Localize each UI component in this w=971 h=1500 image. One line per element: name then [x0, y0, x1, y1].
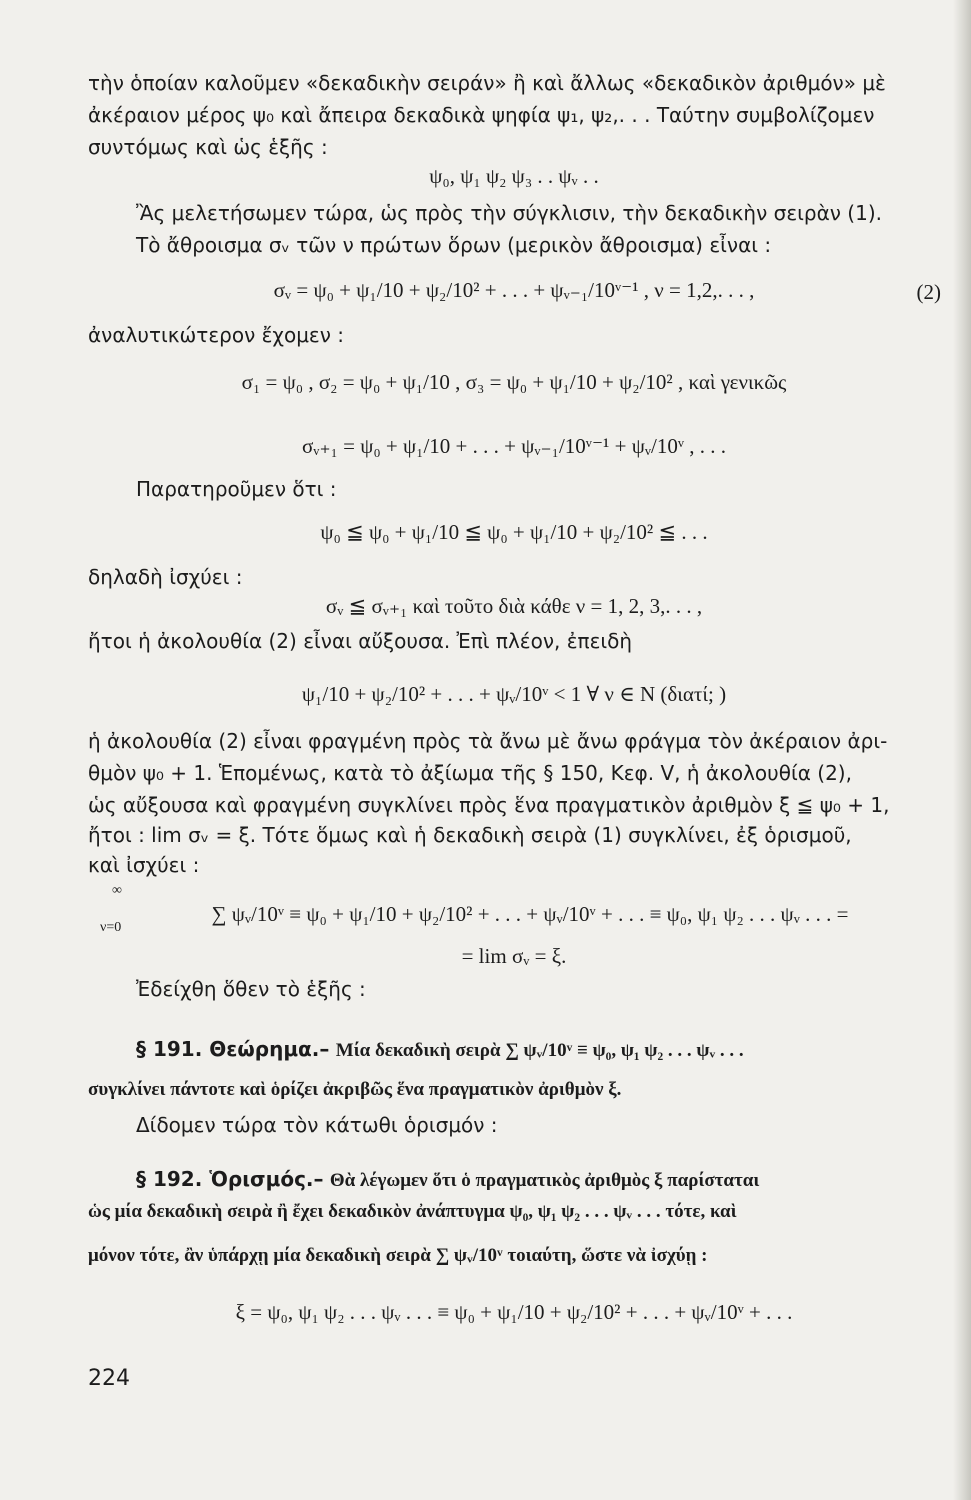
equation: ξ = ψ₀, ψ₁ ψ₂ . . . ψᵥ . . . ≡ ψ₀ + ψ₁/10 + ψ₂/10² + . . . + ψᵥ/10ᵛ + . . .	[235, 1300, 793, 1324]
equation: σᵥ₊₁ = ψ₀ + ψ₁/10 + . . . + ψᵥ₋₁/10ᵛ⁻¹ + ψᵥ/10ᵛ , . . .	[301, 434, 727, 458]
definition-text: Θὰ λέγωμεν ὅτι ὁ πραγματικὸς ἀριθμὸς ξ παρίσταται	[329, 1170, 760, 1191]
text-line: ὡς αὔξουσα καὶ φραγμένη συγκλίνει πρὸς ἕνα πραγματικὸν ἀριθμὸν ξ ≦ ψ₀ + 1,	[88, 793, 890, 817]
equation: ψ₀, ψ₁ ψ₂ ψ₃ . . ψᵥ . .	[429, 164, 599, 188]
text-line: ἤτοι : lim σᵥ = ξ. Τότε ὅμως καὶ ἡ δεκαδικὴ σειρὰ (1) συγκλίνει, ἐξ ὁρισμοῦ,	[88, 823, 852, 847]
page-number: 224	[88, 1366, 130, 1391]
equation: σ₁ = ψ₀ , σ₂ = ψ₀ + ψ₁/10 , σ₃ = ψ₀ + ψ₁/10 + ψ₂/10² , καὶ γενικῶς	[241, 370, 787, 394]
section-191	[136, 1034, 971, 1066]
definition-text: ὡς μία δεκαδικὴ σειρὰ ἢ ἔχει δεκαδικὸν ἀνάπτυγμα ψ₀, ψ₁ ψ₂ . . . ψᵥ . . . τότε, καὶ	[88, 1201, 737, 1222]
text-line: Ἐδείχθη ὅθεν τὸ ἑξῆς :	[136, 977, 366, 1001]
text-line: καὶ ἰσχύει :	[88, 853, 200, 877]
equation: ∑ ψᵥ/10ᵛ ≡ ψ₀ + ψ₁/10 + ψ₂/10² + . . . + ψᵥ/10ᵛ + . . . ≡ ψ₀, ψ₁ ψ₂ . . . ψᵥ . . . =	[211, 902, 849, 926]
equation: ψ₀ ≦ ψ₀ + ψ₁/10 ≦ ψ₀ + ψ₁/10 + ψ₂/10² ≦ . . .	[320, 520, 708, 544]
text-line: ἡ ἀκολουθία (2) εἶναι φραγμένη πρὸς τὰ ἄνω μὲ ἄνω φράγμα τὸν ἀκέραιον ἀρι-	[88, 729, 888, 753]
page-edge	[953, 0, 971, 1500]
text-line: ἤτοι ἡ ἀκολουθία (2) εἶναι αὔξουσα. Ἐπὶ πλέον, ἐπειδὴ	[88, 629, 633, 653]
text-line: ἀναλυτικώτερον ἔχομεν :	[88, 323, 345, 347]
text-line: Τὸ ἄθροισμα σᵥ τῶν ν πρώτων ὅρων (μερικὸν ἄθροισμα) εἶναι :	[136, 233, 772, 257]
text-line: τὴν ὁποίαν καλοῦμεν «δεκαδικὴν σειράν» ἢ καὶ ἄλλως «δεκαδικὸν ἀριθμόν» μὲ	[88, 71, 886, 95]
text-line: Παρατηροῦμεν ὅτι :	[136, 477, 337, 501]
equation: ψ₁/10 + ψ₂/10² + . . . + ψᵥ/10ᵛ < 1 ∀ ν ∈ N (διατί; )	[301, 682, 727, 706]
text-line: Ἂς μελετήσωμεν τώρα, ὡς πρὸς τὴν σύγκλισιν, τὴν δεκαδικὴν σειρὰν (1).	[136, 201, 882, 225]
section-heading: § 191. Θεώρημα.–	[136, 1037, 330, 1061]
sum-upper-limit: ∞	[112, 883, 122, 898]
definition-text: μόνον τότε, ἂν ὑπάρχῃ μία δεκαδικὴ σειρὰ ∑ ψᵥ/10ᵛ τοιαύτη, ὥστε νὰ ἰσχύῃ :	[88, 1245, 708, 1266]
theorem-text: συγκλίνει πάντοτε καὶ ὁρίζει ἀκριβῶς ἕνα πραγματικὸν ἀριθμὸν ξ.	[88, 1079, 622, 1100]
section-192	[136, 1164, 971, 1196]
text-line: ἀκέραιον μέρος ψ₀ καὶ ἄπειρα δεκαδικὰ ψηφία ψ₁, ψ₂,. . . Ταύτην συμβολίζομεν	[88, 103, 875, 127]
equation: σᵥ = ψ₀ + ψ₁/10 + ψ₂/10² + . . . + ψᵥ₋₁/10ᵛ⁻¹ , ν = 1,2,. . . ,	[273, 278, 755, 302]
section-heading: § 192. Ὁρισμός.–	[136, 1167, 324, 1191]
text-line: δηλαδὴ ἰσχύει :	[88, 565, 243, 589]
text-line: συντόμως καὶ ὡς ἑξῆς :	[88, 135, 328, 159]
sum-lower-limit: ν=0	[100, 920, 122, 935]
equation: = lim σᵥ = ξ.	[461, 944, 567, 968]
theorem-text: Μία δεκαδικὴ σειρὰ ∑ ψᵥ/10ᵛ ≡ ψ₀, ψ₁ ψ₂ . . . ψᵥ . . .	[335, 1040, 744, 1061]
equation-number: (2)	[916, 280, 941, 304]
text-line: Δίδομεν τώρα τὸν κάτωθι ὁρισμόν :	[136, 1113, 498, 1137]
text-line: θμὸν ψ₀ + 1. Ἑπομένως, κατὰ τὸ ἀξίωμα τῆς § 150, Κεφ. V, ἡ ἀκολουθία (2),	[88, 761, 852, 785]
equation: σᵥ ≦ σᵥ₊₁ καὶ τοῦτο διὰ κάθε ν = 1, 2, 3,. . . ,	[325, 594, 703, 618]
